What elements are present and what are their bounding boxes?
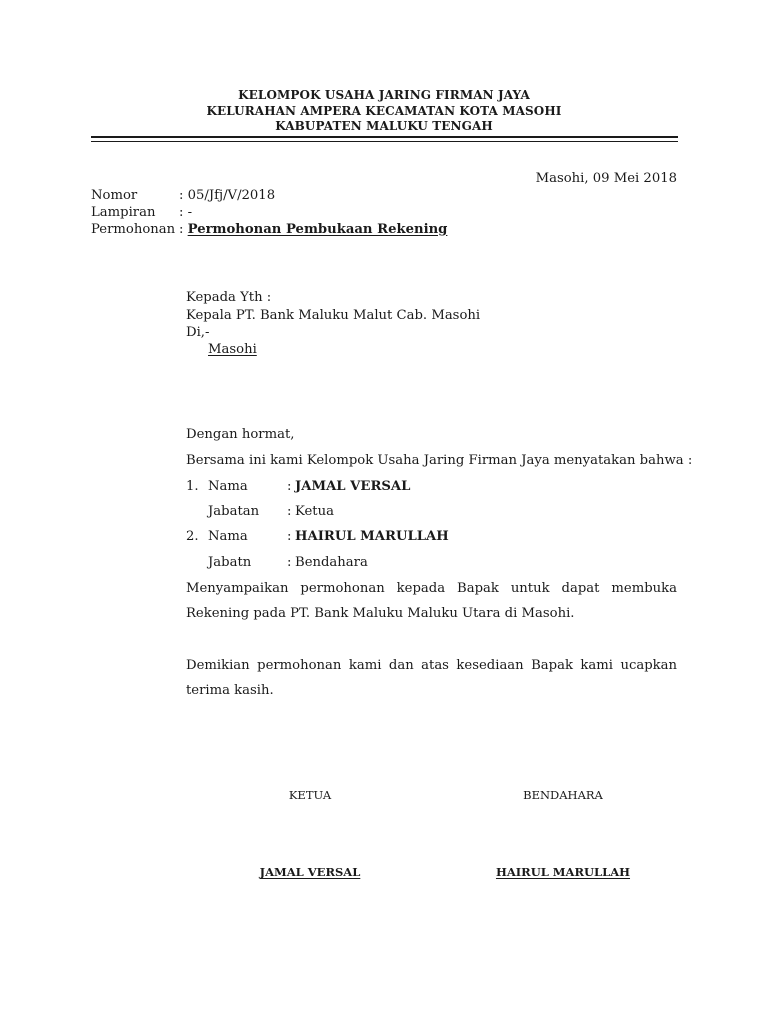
member-2-role-colon: :	[287, 555, 292, 570]
meta-value-lampiran: : -	[179, 205, 193, 220]
signature-left-name: JAMAL VERSAL	[259, 865, 361, 879]
letterhead-line-1: KELOMPOK USAHA JARING FIRMAN JAYA	[238, 88, 530, 102]
meta-label-lampiran: Lampiran	[91, 205, 156, 220]
letterhead-line-2: KELURAHAN AMPERA KECAMATAN KOTA MASOHI	[206, 104, 562, 118]
recipient-place: Masohi	[208, 342, 257, 357]
member-2-name-label: Nama	[208, 529, 248, 544]
letterhead-rule-thin	[91, 141, 678, 142]
meta-value-permohonan	[179, 222, 447, 237]
subject-text: Permohonan Pembukaan Rekening	[187, 222, 448, 237]
signature-left-title: KETUA	[288, 788, 332, 802]
meta-value-nomor: : 05/Jfj/V/2018	[179, 188, 276, 203]
paragraph-2-line-2: terima kasih.	[186, 683, 274, 698]
member-1-name: JAMAL VERSAL	[295, 479, 411, 494]
intro-text: Bersama ini kami Kelompok Usaha Jaring Firman Jaya menyatakan bahwa :	[186, 453, 693, 468]
paragraph-2-line-1: Demikian permohonan kami dan atas kesediaan Bapak kami ucapkan	[186, 658, 677, 673]
member-2-role: Bendahara	[295, 555, 368, 570]
meta-separator: :	[179, 222, 188, 237]
member-2-name-colon: :	[287, 529, 292, 544]
paragraph-1-line-1: Menyampaikan permohonan kepada Bapak untuk dapat membuka	[186, 581, 677, 596]
member-1-role-colon: :	[287, 504, 292, 519]
member-1-number: 1.	[186, 479, 199, 494]
letterhead-rule-thick	[91, 136, 678, 138]
recipient-line-3: Di,-	[186, 325, 210, 340]
member-1-role: Ketua	[295, 504, 334, 519]
member-2-role-label: Jabatn	[208, 555, 252, 570]
paragraph-1-line-2: Rekening pada PT. Bank Maluku Maluku Utara di Masohi.	[186, 606, 575, 621]
member-1-name-label: Nama	[208, 479, 248, 494]
recipient-line-2: Kepala PT. Bank Maluku Malut Cab. Masohi	[186, 308, 481, 323]
meta-label-permohonan: Permohonan	[91, 222, 176, 237]
signature-right-title: BENDAHARA	[523, 788, 603, 802]
letterhead-line-3: KABUPATEN MALUKU TENGAH	[275, 119, 493, 133]
greeting: Dengan hormat,	[186, 427, 295, 442]
meta-label-nomor: Nomor	[91, 188, 138, 203]
member-1-name-colon: :	[287, 479, 292, 494]
signature-right-name: HAIRUL MARULLAH	[495, 865, 631, 879]
letter-date: Masohi, 09 Mei 2018	[535, 171, 677, 186]
member-2-number: 2.	[186, 529, 199, 544]
member-1-role-label: Jabatan	[208, 504, 260, 519]
member-2-name: HAIRUL MARULLAH	[295, 529, 449, 544]
recipient-line-1: Kepada Yth :	[186, 290, 272, 305]
